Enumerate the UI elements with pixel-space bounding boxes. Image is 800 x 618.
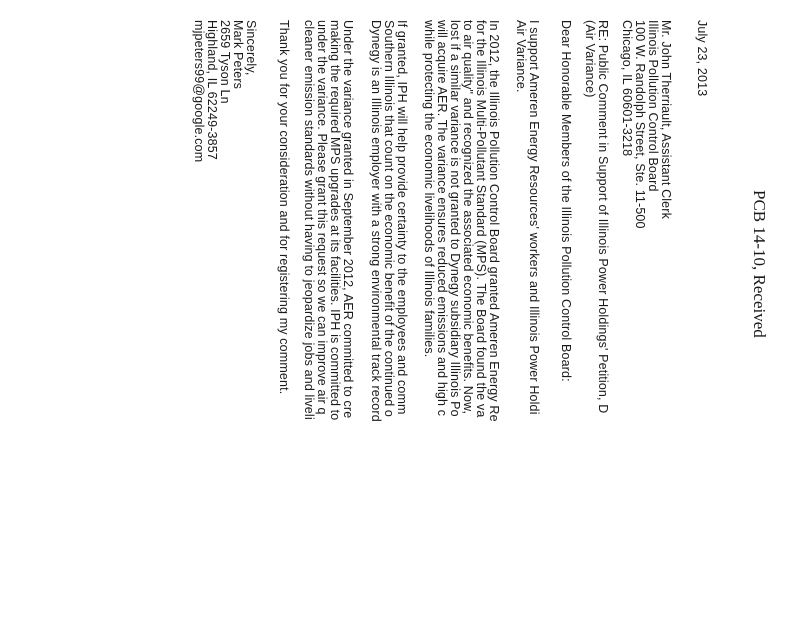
paragraph-line: cleaner emission standards without having to jeopardize jobs and liveli <box>302 20 316 420</box>
address-line: Illinois Pollution Control Board <box>646 20 660 192</box>
paragraph-line: while protecting the economic livelihoods of Illinois families. <box>422 20 436 358</box>
paragraph-line: If granted, IPH will help provide certainty to the employees and comm <box>395 20 409 415</box>
address-line: Mr. John Therriault, Assistant Clerk <box>659 20 673 219</box>
paragraph-line: will acquire AER. The variance ensures reduced emissions and high c <box>435 20 449 417</box>
salutation: Dear Honorable Members of the Illinois Pollution Control Board: <box>559 20 573 382</box>
paragraph-line: Dynegy is an Illinois employer with a strong environmental track record <box>369 20 383 422</box>
signature-line: mjpeters99@google.com <box>192 20 206 163</box>
subject-text: (Air Variance) <box>583 20 597 98</box>
received-stamp: PCB 14-10, Received <box>750 190 769 338</box>
paragraph-line: under the variance. Please grant this request so we can improve air q <box>315 20 329 415</box>
signature-line: Highland, IL 62249-3857 <box>205 20 219 160</box>
paragraph-line: Under the variance granted in September 2012, AER committed to cre <box>341 20 355 419</box>
paragraph-line: In 2012, the Illinois Pollution Control Board granted Ameren Energy Re <box>487 20 501 422</box>
signature-line: Mark Peters <box>231 20 245 90</box>
paragraph-line: I support Ameren Energy Resources' workers and Illinois Power Holdi <box>527 20 541 415</box>
paragraph-line: making the required MPS upgrades at its facilities. IPH is committed to <box>328 20 342 421</box>
paragraph-line: Air Variance. <box>514 20 528 93</box>
address-line: 100 W. Randolph Street, Ste. 11-500 <box>633 20 647 229</box>
signature-line: Sincerely, <box>244 20 258 76</box>
address-line: Chicago, IL 60601-3218 <box>620 20 634 157</box>
subject-text: RE: Public Comment in Support of Illinois Power Holdings' Petition, D <box>596 20 610 414</box>
paragraph-line: for the Illinois Multi-Pollutant Standard (MPS). The Board found the va <box>474 20 488 418</box>
paragraph-line: lost if a similar variance is not granted to Dynegy subsidiary Illinois Po <box>448 20 462 417</box>
paragraph-line: to air quality" and recognized the associated economic benefits. Now, <box>461 20 475 415</box>
closing-line: Thank you for your consideration and for registering my comment. <box>277 20 291 395</box>
letter-date: July 23, 2013 <box>695 20 709 97</box>
paragraph-line: Southern Illinois that count on the economic benefit of the continued o <box>382 20 396 418</box>
signature-line: 2659 Tyson Ln <box>218 20 232 104</box>
